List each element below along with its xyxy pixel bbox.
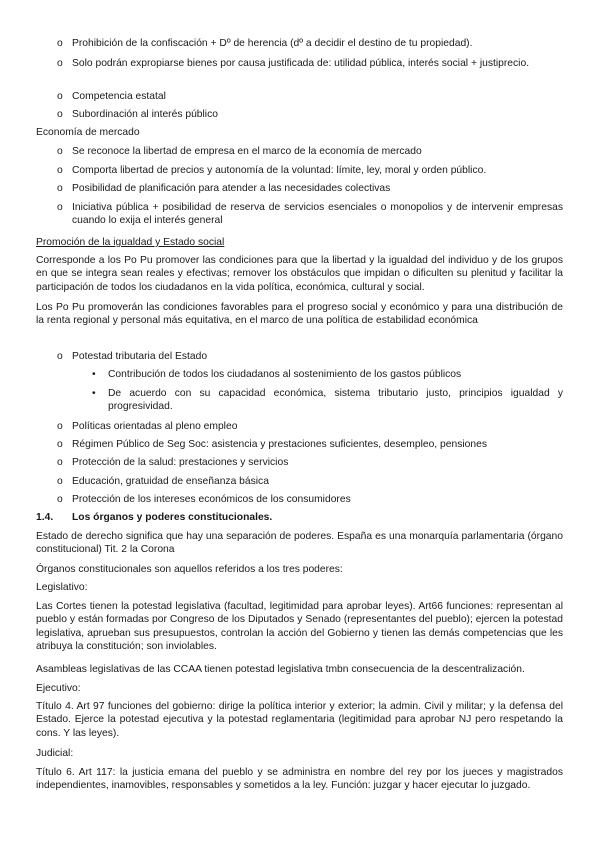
list-item: Prohibición de la confiscación + Dº de herencia (dº a decidir el destino de tu propiedad). [72,38,473,49]
list-bullet: o [57,38,63,49]
sub-bullet: • [92,388,96,399]
label-legislativo: Legislativo: [36,582,88,593]
paragraph: Los Po Pu promoverán las condiciones favorables para el progreso social y económico y para una distribución de la renta regional y personal más equitativa, en el marco de una política de estabilidad económica [36,302,563,327]
label-judicial: Judicial: [36,748,74,759]
paragraph: Título 6. Art 117: la justicia emana del pueblo y se administra en nombre del rey por los jueces y magistrados independientes, inamovibles, responsables y sometidos a la ley. Función: juzgar y hacer ejecutar lo juzgado. [36,767,563,792]
paragraph: Título 4. Art 97 funciones del gobierno: dirige la política interior y exterior; la admin. Civil y militar; y la defensa del Estado. Ejerce la potestad ejecutiva y la potestad reglamentaria (legitimidad para aprobar NJ pero respetando la cons. Y las leyes). [36,701,563,739]
paragraph: Asambleas legislativas de las CCAA tienen potestad legislativa tmbn consecuencia de la descentralización. [36,664,525,675]
paragraph: Corresponde a los Po Pu promover las condiciones para que la libertad y la igualdad del individuo y de los grupos en que se integra sean reales y efectivas; remover los obstáculos que impidan o dificulten su plenitud y facilitar la participación de todos los ciudadanos en la vida política, económica, cultural y social. [36,255,563,293]
list-bullet: o [57,476,63,487]
list-bullet: o [57,183,63,194]
list-item: Protección de los intereses económicos de los consumidores [72,494,351,505]
list-item: Iniciativa pública + posibilidad de reserva de servicios esenciales o monopolios y de intervenir empresas cuando lo exija el interés general [72,202,563,227]
paragraph: Las Cortes tienen la potestad legislativa (facultad, legitimidad para aprobar leyes). Art66 funciones: representan al pueblo y están formadas por Congreso de los Diputados y Senado (representantes del pueblo); ejercen la potestad legislativa, aprueban sus presupuestos, controlan la acción del Gobierno y tienen las demás competencias que les atribuya la constitución; son inviolables. [36,601,563,653]
list-bullet: o [57,351,63,362]
list-bullet: o [57,421,63,432]
list-item: Solo podrán expropiarse bienes por causa justificada de: utilidad pública, interés social + justiprecio. [72,58,530,69]
subheading-promocion: Promoción de la igualdad y Estado social [36,237,225,248]
list-bullet: o [57,494,63,505]
sub-bullet: • [92,369,96,380]
list-item: Subordinación al interés público [72,109,218,120]
sub-list-item: De acuerdo con su capacidad económica, sistema tributario justo, principios igualdad y progresividad. [108,388,563,413]
section-title: Los órganos y poderes constitucionales. [72,512,273,523]
list-item: Protección de la salud: prestaciones y servicios [72,457,289,468]
list-bullet: o [57,58,63,69]
list-item: Se reconoce la libertad de empresa en el marco de la economía de mercado [72,146,422,157]
list-bullet: o [57,439,63,450]
list-bullet: o [57,109,63,120]
list-item: Potestad tributaria del Estado [72,351,208,362]
paragraph: Órganos constitucionales son aquellos referidos a los tres poderes: [36,564,343,575]
section-number: 1.4. [36,512,54,523]
list-item: Comporta libertad de precios y autonomía de la voluntad: límite, ley, moral y orden público. [72,165,487,176]
list-item: Educación, gratuidad de enseñanza básica [72,476,269,487]
list-item: Políticas orientadas al pleno empleo [72,421,238,432]
list-bullet: o [57,165,63,176]
list-bullet: o [57,146,63,157]
list-bullet: o [57,202,63,213]
list-item: Régimen Público de Seg Soc: asistencia y prestaciones suficientes, desempleo, pensiones [72,439,487,450]
list-item: Competencia estatal [72,91,166,102]
subheading-economia: Economía de mercado [36,127,140,138]
sub-list-item: Contribución de todos los ciudadanos al sostenimiento de los gastos públicos [108,369,462,380]
label-ejecutivo: Ejecutivo: [36,683,81,694]
list-bullet: o [57,91,63,102]
list-item: Posibilidad de planificación para atender a las necesidades colectivas [72,183,391,194]
paragraph: Estado de derecho significa que hay una separación de poderes. España es una monarquía parlamentaria (órgano constitucional) Tit. 2 la Corona [36,531,563,556]
list-bullet: o [57,457,63,468]
